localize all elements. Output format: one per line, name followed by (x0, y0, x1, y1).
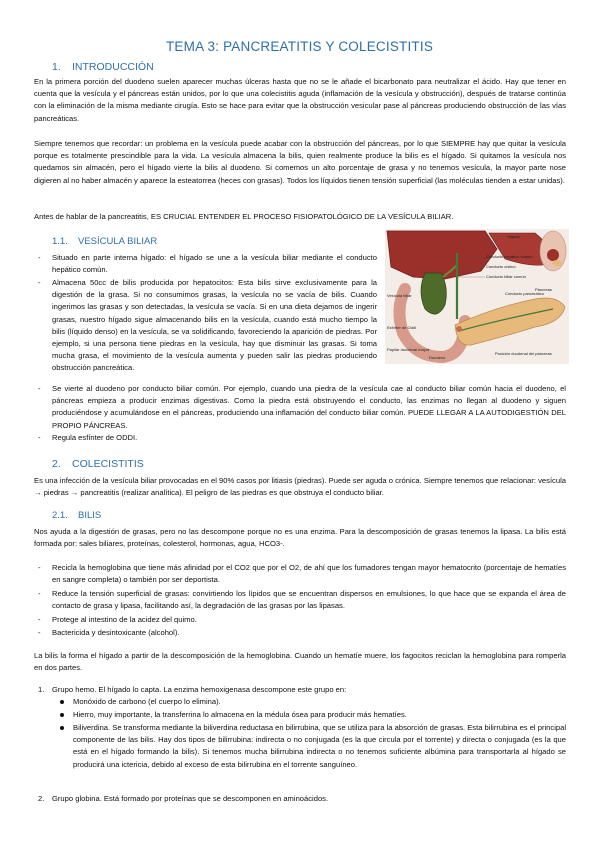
section-heading-colecistitis (52, 458, 144, 470)
section-title: COLECISTITIS (72, 458, 144, 470)
bullet-dash: - (38, 615, 41, 624)
subsection-title: VESÍCULA BILIAR (78, 236, 158, 247)
colecistitis-paragraph: Es una infección de la vesícula biliar provocadas en el 90% casos por litiasis (piedras). Puede ser aguda o crónica. Siempre tenemos que relacionar: vesícula → piedras → pancreatitis (realizar analítica). El peligro de las piedras es que obstruya el conducto biliar. (34, 476, 566, 498)
numbered-item-grupo-hemo: Grupo hemo. El hígado lo capta. La enzima hemoxigenasa descompone este grupo en: (52, 685, 347, 694)
subsection-title: BILIS (78, 510, 102, 521)
bilis-bullet-1: Recicla la hemoglobina que tiene más afinidad por el CO2 que por el O2, de ahí que los fumadores tengan mayor hematocrito (porcentaje de hematíes en sangre completa) o también por ser deportista. (52, 563, 566, 585)
figure-label: Conducto cístico (486, 264, 516, 269)
figure-label: Conducto pancreático (505, 291, 544, 296)
bullet-dot (60, 700, 64, 704)
subsection-number: 1.1. (52, 236, 68, 247)
torso-inset (540, 231, 566, 271)
hemo-subitem-biliverdina: Biliverdina. Se transforma mediante la biliverdina reductasa en bilirrubina, que se utiliza para la absorción de grasas. Esta bilirrubina es el principal componente de las bilis. Hay dos tipos de bilirrubina: indirecta o no conjugada (es la que circula por el torrente) y directa o conjugada (es la que está en el hígado formando la bilis). Si tenemos mucha bilirrubina indirecta o no tenemos suficiente albúmina para transportarla al hígado se producirá una ictericia, debido al exceso de esta bilirrubina en el torrente sanguíneo. (73, 723, 567, 769)
bullet-dash: - (38, 563, 41, 572)
section-title: INTRODUCCIÓN (72, 61, 154, 73)
bullet-dash: - (38, 589, 41, 598)
bilis-bullet-4: Bactericida y desintoxicante (alcohol). (52, 628, 180, 637)
section-number: 2. (52, 458, 61, 470)
bullet-dash: - (38, 253, 41, 262)
subsection-heading-vesicula-biliar (52, 236, 157, 247)
bilis-paragraph-2: La bilis la forma el hígado a partir de la descomposición de la hemoglobina. Cuando un hematíe muere, los fagocitos reciclan la hemoglobina para romperla en dos partes. (34, 651, 566, 673)
document-title: TEMA 3: PANCREATITIS Y COLECISTITIS (165, 39, 434, 54)
sphincter-of-oddi-shape (456, 326, 462, 332)
bullet-dot (60, 713, 64, 717)
intro-paragraph-2: Siempre tenemos que recordar: un problema en la vesícula puede acabar con la obstrucción del páncreas, por lo que SIEMPRE hay que quitar la vesícula porque es totalmente prescindible para la vida. La vesícula almacena la bilis, quien realmente produce la bilis es el hígado. Si quitamos la vesícula nos quedamos sin almacén, pero el hígado vierte la bilis al duodeno. Si comemos un alto porcentaje de grasa y no tenemos vesícula, la mayor parte nose digieren al no haber almacén y aparece la esteatorrea (heces con grasas). Todos los líquidos tienen tensión superficial (las moléculas tienden a estar unidas). (34, 139, 566, 185)
gallbladder-pancreas-illustration (385, 229, 569, 364)
hemo-subitem-hierro: Hierro, muy importante, la transferrina lo almacena en la médula ósea para producir más hematíes. (73, 710, 407, 719)
bullet-dash: - (38, 628, 41, 637)
bilis-bullet-3: Protege al intestino de la acidez del quimo. (52, 615, 197, 624)
figure-label: Conducto hepático común (486, 254, 533, 259)
list-number: 2. (38, 794, 45, 803)
bullet-dash: - (38, 278, 41, 287)
bilis-paragraph-1: Nos ayuda a la digestión de grasas, pero no las descompone porque no es una enzima. Para la descomposición de grasas tenemos la lipasa. La bilis está formada por: sales biliares, proteínas, colesterol, hormonas, agua, HCO3-. (34, 527, 566, 549)
figure-label: Conducto biliar común (486, 274, 526, 279)
figure-label: Esfínter de Oddi (387, 325, 416, 330)
gallbladder-shape (421, 273, 446, 314)
hemo-subitem-monoxido: Monóxido de carbono (el cuerpo lo elimina). (73, 697, 221, 706)
section-number: 1. (52, 61, 61, 73)
intro-paragraph-1: En la primera porción del duodeno suelen aparecer muchas úlceras hasta que no se le añade el bicarbonato para neutralizar el ácido. Hay que tener en cuenta que la vesícula y el páncreas están unidos, por lo que una colecistitis aguda (inflamación de la vesícula y obstrucción), después de tratarse continúa con la eliminación de la misma mediante cirugía. Esto se hace para evitar que la obstrucción vesicular pase al páncreas produciendo obstrucción de las vías pancreáticas. (34, 77, 566, 123)
anatomy-diagram (385, 229, 569, 364)
figure-label: Duodeno (429, 355, 446, 360)
figure-label: Hígado (507, 234, 520, 239)
vesicula-bullet-4: Regula esfínter de ODDI. (52, 433, 138, 442)
figure-label: Vesícula biliar (387, 293, 412, 298)
figure-label: Posición duodenal del páncreas (495, 351, 552, 356)
numbered-item-grupo-globina: Grupo globina. Está formado por proteínas que se descomponen en aminoácidos. (52, 794, 329, 803)
figure-label: Papilar duodenal mayor (387, 347, 430, 352)
subsection-number: 2.1. (52, 510, 68, 521)
bullet-dash: - (38, 384, 41, 393)
subsection-heading-bilis (52, 510, 101, 521)
bullet-dash: - (38, 433, 41, 442)
bilis-bullet-2: Reduce la tensión superficial de grasas: convirtiendo los lípidos que se encuentran dispersos en emulsiones, lo que hace que se expanda el área de contacto de grasa y lipasa, facilitando así, la degradación de las grasas por las lipasas. (52, 589, 566, 611)
figure-label: Páncreas (535, 287, 552, 292)
intro-paragraph-3: Antes de hablar de la pancreatitis, ES CRUCIAL ENTENDER EL PROCESO FISIOPATOLÓGICO DE LA VESÍCULA BILIAR. (34, 212, 454, 221)
vesicula-bullet-2: Almacena 50cc de bilis producida por hepatocitos: Esta bilis sirve exclusivamente para la digestión de la grasa. Si no consumimos grasas, la vesícula no se vacía de bilis. Cuando ingerimos las grasas y son detectadas, la vesícula se vacía. Si en una dieta dejamos de ingerir grasas, nuestro hígado sigue almacenando bilis en la vesícula, cuando está mucho tiempo la bilis (líquido denso) en la vesícula, se va solidificando, favoreciendo la aparición de piedras. Por ejemplo, si una persona tiene piedras en la vesícula, hay que disminuir las grasas. Si toma mucha grasa, el movimiento de la vesícula aumenta y pueden salir las piedras produciendo obstrucción pancreática. (52, 278, 377, 373)
bullet-dot (60, 726, 64, 730)
section-heading-introduccion (52, 61, 154, 73)
vesicula-bullet-3: Se vierte al duodeno por conducto biliar común. Por ejemplo, cuando una piedra de la vesícula cae al conducto biliar común hacia el duodeno, el páncreas empieza a producir enzimas digestivas. Como la piedra está obstruyendo el conducto, las enzimas no llegan al duodeno y siguen produciéndose y acumulándose en el páncreas, produciendo una inflamación del conducto biliar común. PUEDE LLEGAR A LA AUTODIGESTIÓN DEL PROPIO PÁNCREAS. (52, 384, 566, 430)
vesicula-bullet-1: Situado en parte interna hígado: el hígado se une a la vesícula biliar mediante el conducto hepático común. (52, 253, 377, 275)
list-number: 1. (38, 685, 45, 694)
